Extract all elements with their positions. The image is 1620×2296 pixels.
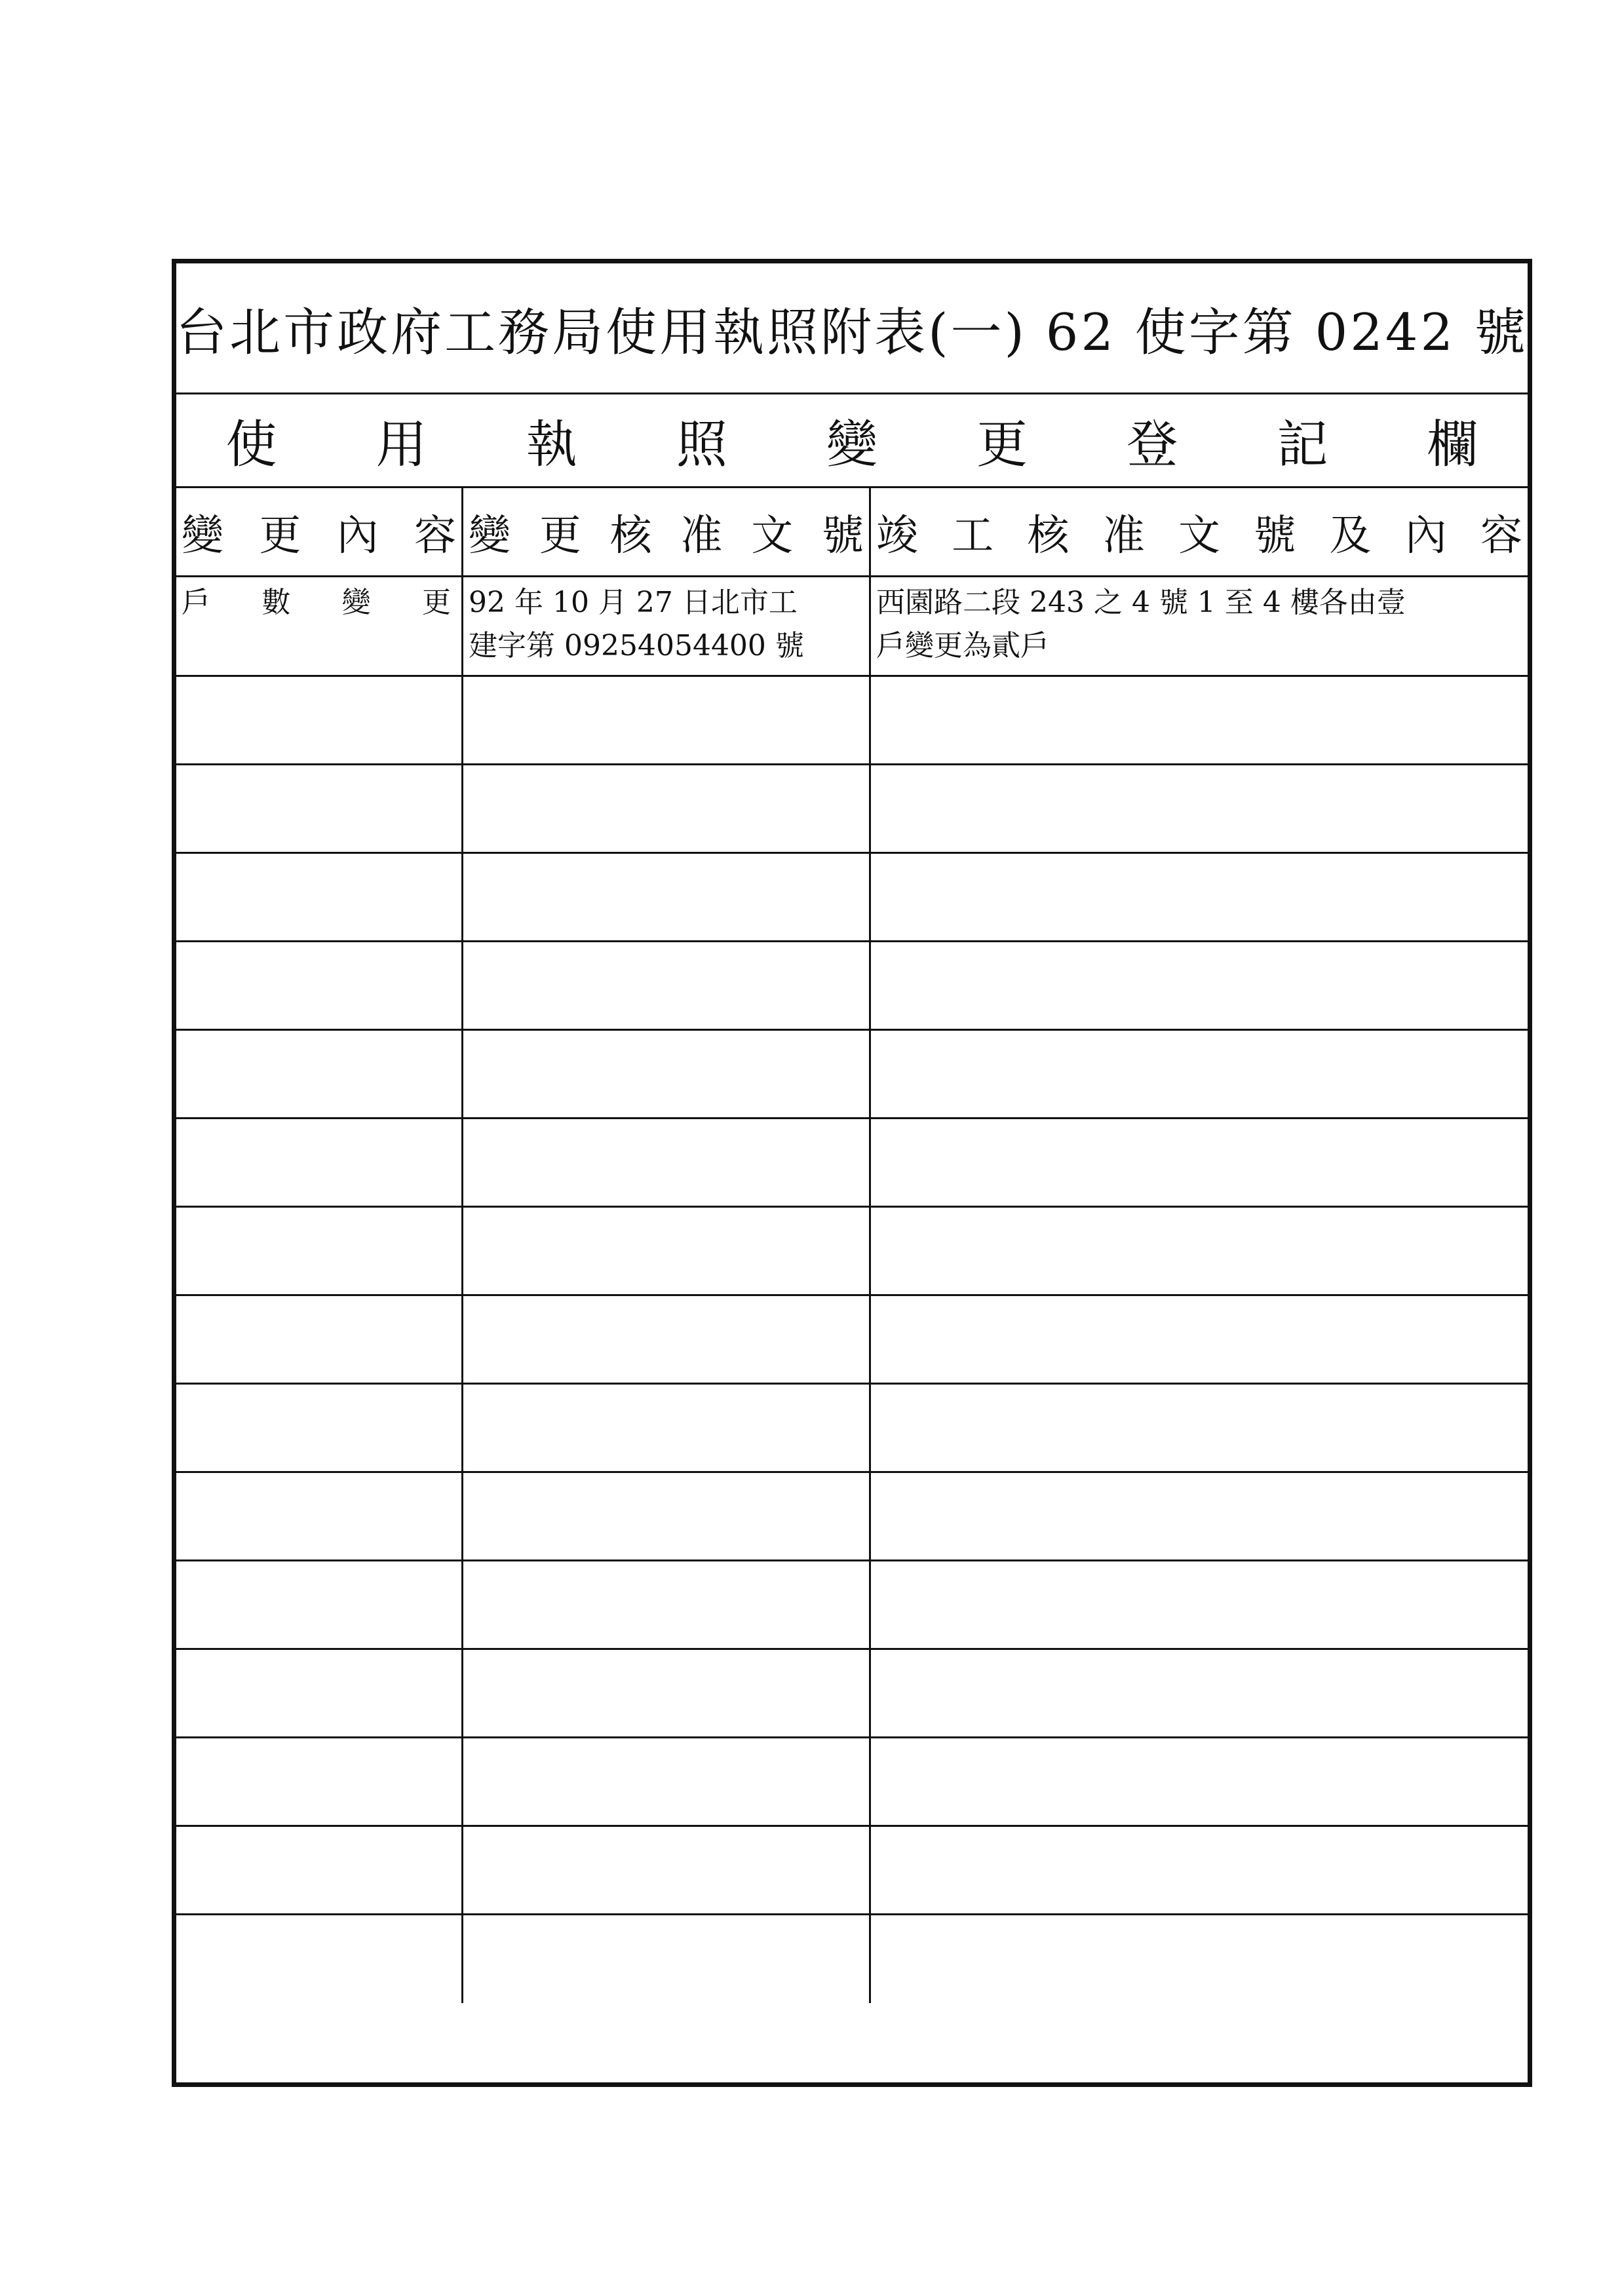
header-change-content — [176, 488, 463, 575]
table-row — [176, 1385, 1528, 1473]
approval-doc-line: 建字第 09254054400 號 — [469, 629, 804, 662]
subtitle-char: 登 — [1127, 415, 1178, 474]
empty-cell — [463, 942, 871, 1029]
empty-cell — [871, 854, 1528, 940]
header-char: 核 — [609, 511, 652, 560]
empty-cell — [463, 1915, 871, 2003]
empty-cell — [463, 765, 871, 852]
table-row — [176, 1296, 1528, 1385]
header-char: 准 — [1102, 511, 1145, 560]
subtitle-char: 用 — [376, 415, 427, 474]
header-char: 文 — [1178, 511, 1220, 560]
empty-cell — [176, 1385, 463, 1471]
completion-content-line: 西園路二段 243 之 4 號 1 至 4 樓各由壹 — [876, 586, 1406, 619]
header-char: 內 — [1404, 511, 1447, 560]
empty-cell — [871, 765, 1528, 852]
empty-cell — [176, 1915, 463, 2003]
empty-cell — [463, 1208, 871, 1294]
completion-content-line: 戶變更為貳戶 — [876, 629, 1049, 662]
empty-cell — [176, 1473, 463, 1559]
header-char: 更 — [259, 511, 301, 560]
subtitle-char: 執 — [526, 415, 577, 474]
empty-cell — [871, 1650, 1528, 1736]
entry-char: 變 — [341, 586, 371, 619]
empty-cell — [176, 765, 463, 852]
table-row — [176, 1031, 1528, 1119]
usage-permit-form — [172, 259, 1532, 2087]
entry-char: 戶 — [182, 586, 210, 619]
empty-cell — [871, 1385, 1528, 1471]
empty-cell — [463, 854, 871, 940]
empty-cell — [176, 1031, 463, 1117]
subtitle-char: 變 — [826, 415, 878, 474]
subtitle-char: 照 — [676, 415, 727, 474]
empty-cell — [463, 1738, 871, 1825]
table-row — [176, 577, 1528, 677]
empty-cell — [176, 1738, 463, 1825]
header-char: 更 — [539, 511, 581, 560]
table-row — [176, 1561, 1528, 1650]
header-char: 容 — [1480, 511, 1522, 560]
header-char: 變 — [469, 511, 511, 560]
empty-cell — [871, 1915, 1528, 2003]
header-char: 文 — [751, 511, 794, 560]
empty-cell — [871, 677, 1528, 763]
table-row — [176, 854, 1528, 942]
subtitle-char: 記 — [1277, 415, 1328, 474]
entry-char: 數 — [261, 586, 291, 619]
header-char: 內 — [336, 511, 379, 560]
table-row — [176, 1738, 1528, 1827]
empty-cell — [176, 1827, 463, 1913]
table-row — [176, 1650, 1528, 1738]
header-completion-doc-and-content — [871, 488, 1528, 575]
cell-approval-doc-no — [463, 577, 871, 675]
header-char: 號 — [821, 511, 864, 560]
form-title: 台北市政府工務局使用執照附表(一) 62 使字第 0242 號 — [176, 303, 1528, 362]
entry-char: 更 — [421, 586, 451, 619]
empty-cell — [871, 1031, 1528, 1117]
empty-cell — [176, 1119, 463, 1206]
empty-cell — [463, 1827, 871, 1913]
empty-cell — [463, 677, 871, 763]
empty-cell — [463, 1119, 871, 1206]
table-row — [176, 1119, 1528, 1208]
header-char: 工 — [952, 511, 994, 560]
empty-cell — [176, 1650, 463, 1736]
form-title-row — [176, 263, 1528, 394]
header-char: 及 — [1329, 511, 1372, 560]
header-char: 竣 — [876, 511, 918, 560]
empty-cell — [871, 1296, 1528, 1383]
header-char: 容 — [414, 511, 456, 560]
table-row — [176, 677, 1528, 765]
header-char: 准 — [680, 511, 723, 560]
table-row — [176, 1915, 1528, 2003]
header-char: 變 — [182, 511, 223, 560]
table-row — [176, 1827, 1528, 1915]
table-row — [176, 1473, 1528, 1561]
empty-cell — [463, 1561, 871, 1648]
column-header-row — [176, 488, 1528, 577]
empty-cell — [463, 1296, 871, 1383]
approval-doc-line: 92 年 10 月 27 日北市工 — [469, 586, 798, 619]
empty-cell — [871, 1119, 1528, 1206]
empty-cell — [176, 677, 463, 763]
empty-cell — [176, 1296, 463, 1383]
empty-cell — [176, 1208, 463, 1294]
header-char: 號 — [1254, 511, 1296, 560]
table-row — [176, 1208, 1528, 1296]
form-subtitle-row — [176, 394, 1528, 488]
empty-cell — [463, 1650, 871, 1736]
empty-cell — [176, 854, 463, 940]
registration-table-body — [176, 577, 1528, 2082]
empty-cell — [871, 942, 1528, 1029]
empty-cell — [871, 1208, 1528, 1294]
empty-cell — [871, 1738, 1528, 1825]
table-row — [176, 765, 1528, 854]
subtitle-char: 欄 — [1427, 415, 1478, 474]
empty-cell — [176, 1561, 463, 1648]
empty-cell — [463, 1473, 871, 1559]
cell-change-content — [176, 577, 463, 675]
cell-completion-content — [871, 577, 1528, 675]
empty-cell — [871, 1561, 1528, 1648]
subtitle-char: 使 — [225, 415, 277, 474]
empty-cell — [463, 1031, 871, 1117]
empty-cell — [176, 942, 463, 1029]
empty-cell — [871, 1827, 1528, 1913]
header-char: 核 — [1027, 511, 1070, 560]
header-approval-doc-no — [463, 488, 871, 575]
table-row — [176, 942, 1528, 1031]
empty-cell — [463, 1385, 871, 1471]
empty-cell — [871, 1473, 1528, 1559]
subtitle-char: 更 — [976, 415, 1028, 474]
